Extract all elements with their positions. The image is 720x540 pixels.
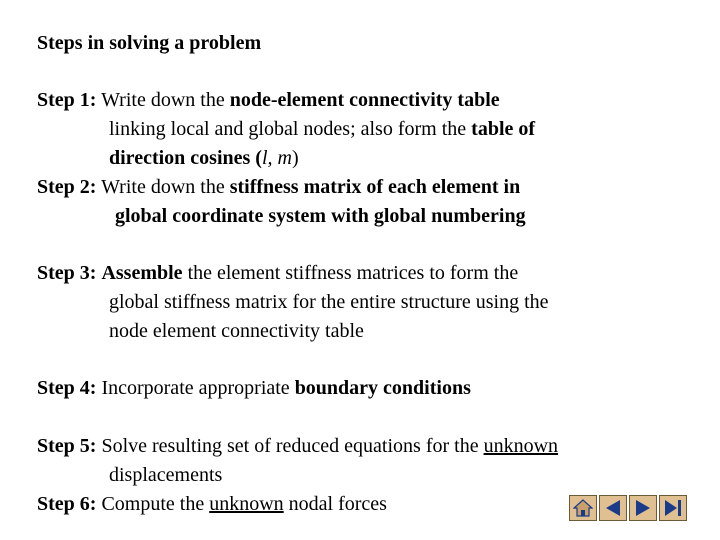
step-3-continuation (109, 317, 364, 346)
home-icon (573, 499, 593, 517)
step-text: global coordinate system with global numbering (115, 205, 526, 227)
step-6-line (37, 490, 387, 519)
last-icon (663, 499, 683, 517)
step-text: Write down the (96, 89, 230, 111)
step-text: nodal forces (283, 493, 387, 515)
step-text: Solve resulting set of reduced equations for the (96, 435, 484, 457)
step-text: linking local and global nodes; also form the (109, 118, 472, 140)
step-text: the element stiffness matrices to form the (182, 262, 519, 284)
previous-icon (603, 499, 623, 517)
step-label: Step 4: (37, 377, 97, 399)
step-text: table of (471, 118, 536, 140)
last-button[interactable] (659, 495, 687, 521)
step-label: Step 2: (37, 176, 97, 198)
step-text: Assemble (101, 262, 183, 284)
step-text: node-element connectivity table (229, 89, 500, 111)
step-text: unknown (483, 435, 559, 457)
step-label: Step 6: (37, 493, 97, 515)
step-text: displacements (109, 464, 223, 486)
step-2-line (37, 173, 520, 202)
step-text: Compute the (96, 493, 210, 515)
step-4-line (37, 374, 471, 403)
step-text: ) (291, 147, 299, 169)
step-text: node element connectivity table (109, 320, 364, 342)
step-label: Step 3: (37, 262, 97, 284)
step-5-continuation (109, 461, 222, 490)
step-1-continuation (109, 144, 299, 173)
step-label: Step 5: (37, 435, 97, 457)
navigation-bar (569, 495, 687, 521)
step-5-line (37, 432, 558, 461)
step-3-continuation (109, 288, 549, 317)
step-text: l, m (261, 147, 292, 169)
next-button[interactable] (629, 495, 657, 521)
step-text: Incorporate appropriate (96, 377, 295, 399)
step-text: unknown (209, 493, 284, 515)
step-2-continuation (115, 202, 526, 231)
step-label: Step 1: (37, 89, 97, 111)
step-text: Write down the (96, 176, 230, 198)
step-1-continuation (109, 115, 535, 144)
step-text: direction cosines ( (109, 147, 262, 169)
step-text: stiffness matrix of each element in (229, 176, 521, 198)
home-button[interactable] (569, 495, 597, 521)
page-title: Steps in solving a problem (37, 32, 262, 54)
step-3-line (37, 259, 518, 288)
previous-button[interactable] (599, 495, 627, 521)
next-icon (633, 499, 653, 517)
step-text: boundary conditions (294, 377, 471, 399)
step-1-line (37, 86, 500, 115)
step-text: global stiffness matrix for the entire structure using the (109, 291, 549, 313)
